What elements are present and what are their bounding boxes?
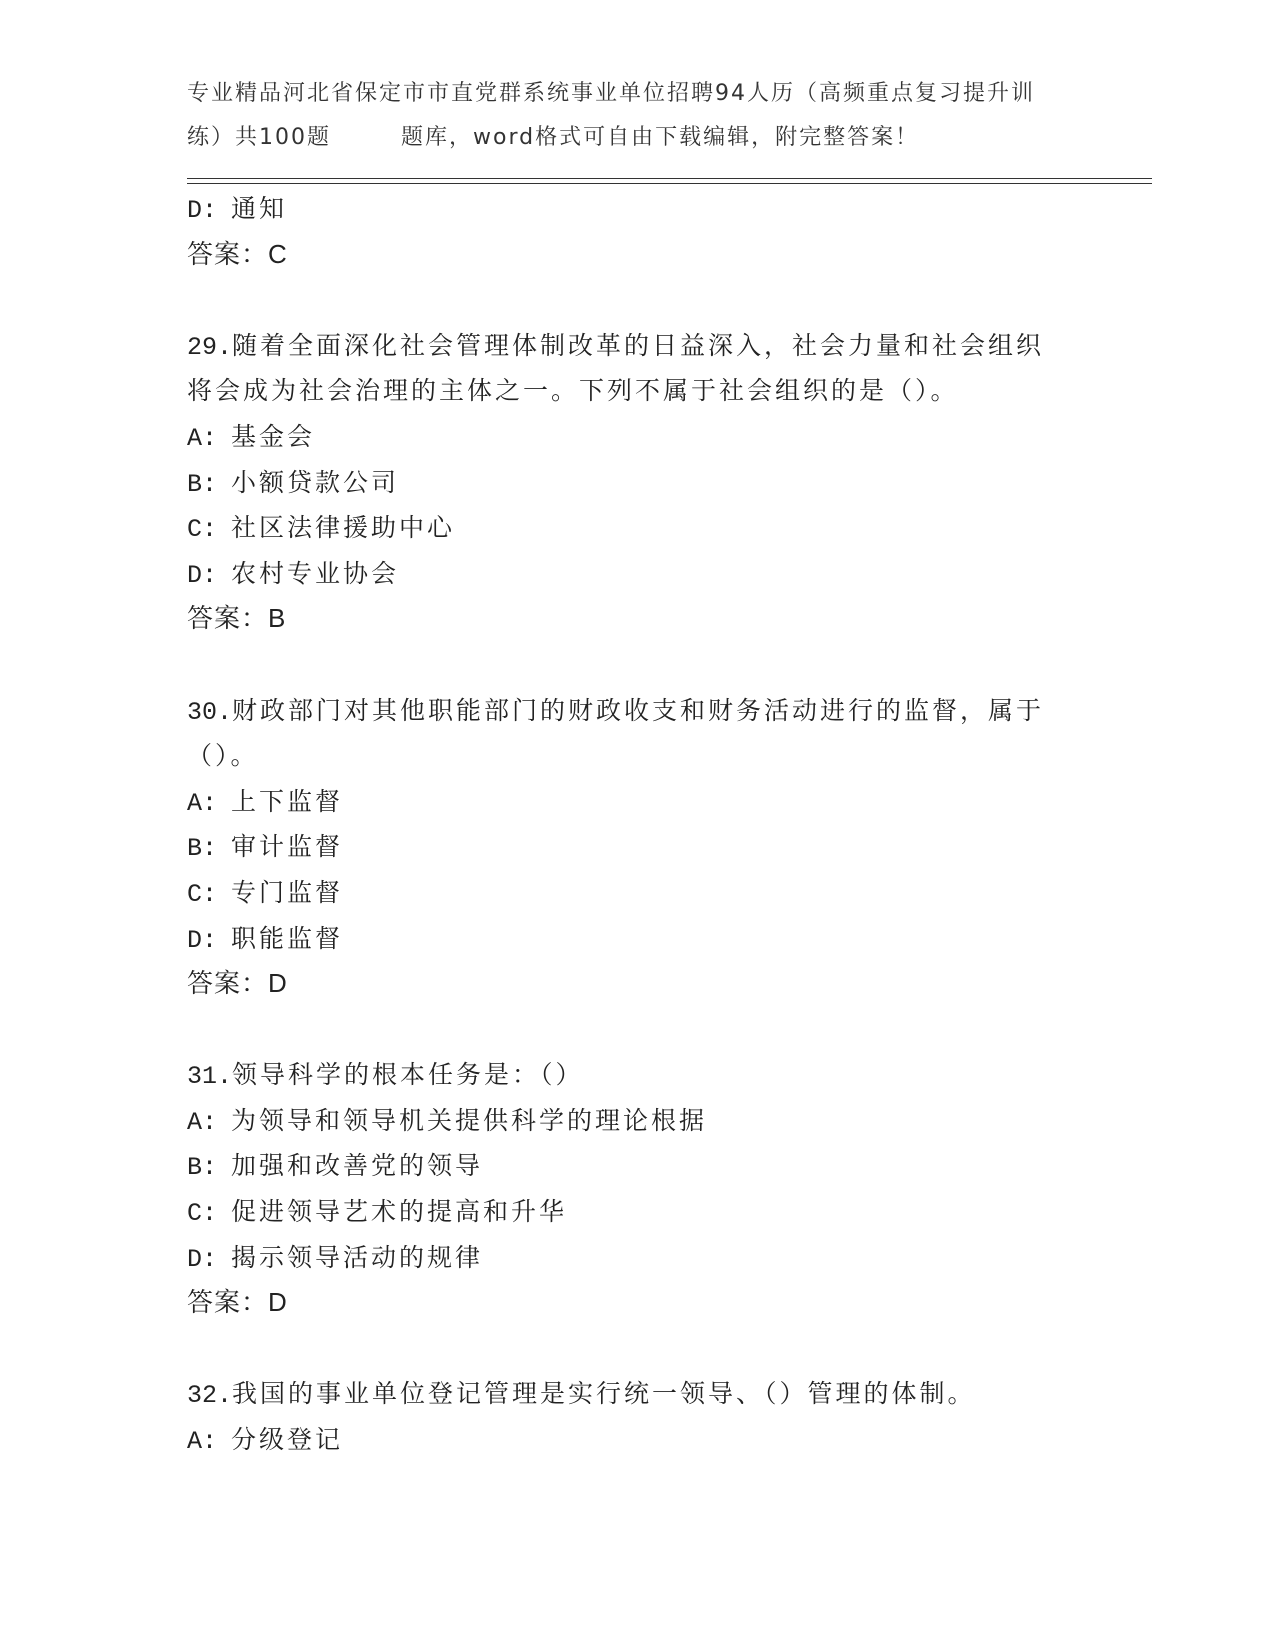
option-label: A: — [187, 788, 218, 818]
option-label: A: — [187, 1427, 218, 1457]
option-label: C: — [187, 515, 218, 545]
option-c — [187, 1189, 1087, 1235]
header-line-2 — [187, 116, 1087, 160]
option-label: C: — [187, 879, 218, 909]
question-list — [187, 186, 1087, 1463]
option-c — [187, 505, 1087, 551]
option-label: A: — [187, 1107, 218, 1137]
option-b — [187, 824, 1087, 870]
question-stem-line — [187, 688, 1087, 734]
option-text: 小额贷款公司 — [231, 467, 400, 497]
answer-line: 答案：C — [187, 238, 288, 269]
option-d — [187, 186, 1087, 232]
header-description-text: 题库，word格式可自由下载编辑，附完整答案！ — [401, 125, 920, 150]
header-divider-bottom — [187, 183, 1152, 184]
option-label: B: — [187, 834, 218, 864]
answer-line: 答案：D — [187, 968, 288, 999]
option-text: 促进领导艺术的提高和升华 — [231, 1197, 568, 1227]
option-text: 基金会 — [231, 421, 316, 451]
option-label: D: — [187, 925, 218, 955]
option-text: 审计监督 — [231, 832, 344, 862]
question-block — [187, 323, 1087, 642]
option-text: 揭示领导活动的规律 — [231, 1242, 484, 1272]
question-stem-line: （）。 — [187, 741, 259, 771]
option-text: 上下监督 — [231, 786, 344, 816]
option-d — [187, 916, 1087, 962]
option-text: 为领导和领导机关提供科学的理论根据 — [231, 1105, 708, 1135]
header-count-text: 练）共100题 — [187, 125, 331, 150]
option-a — [187, 414, 1087, 460]
question-stem-line: 将会成为社会治理的主体之一。下列不属于社会组织的是（）。 — [187, 376, 959, 406]
question-block — [187, 1052, 1087, 1326]
option-label: D: — [187, 560, 218, 590]
question-block — [187, 1371, 1087, 1462]
option-d — [187, 551, 1087, 597]
option-label: C: — [187, 1199, 218, 1229]
option-label: A: — [187, 423, 218, 453]
option-text: 加强和改善党的领导 — [231, 1151, 484, 1181]
answer-line: 答案：D — [187, 1287, 288, 1318]
question-stem-line — [187, 1052, 1087, 1098]
question-stem-text: 我国的事业单位登记管理是实行统一领导、（）管理的体制。 — [232, 1379, 976, 1409]
question-stem-line — [187, 1371, 1087, 1417]
question-stem-text: 财政部门对其他职能部门的财政收支和财务活动进行的监督，属于 — [232, 695, 1045, 725]
page-header — [187, 72, 1087, 160]
answer-line: 答案：B — [187, 603, 287, 634]
option-text: 农村专业协会 — [231, 558, 400, 588]
option-text: 分级登记 — [231, 1425, 344, 1455]
option-b — [187, 1143, 1087, 1189]
option-text: 专门监督 — [231, 877, 344, 907]
option-a — [187, 1417, 1087, 1463]
option-a — [187, 1098, 1087, 1144]
option-label: B: — [187, 1153, 218, 1183]
option-c — [187, 870, 1087, 916]
option-text: 通知 — [231, 194, 288, 223]
question-number: 31. — [187, 1062, 233, 1092]
header-line-1: 专业精品河北省保定市市直党群系统事业单位招聘94人历（高频重点复习提升训 — [187, 81, 1035, 106]
option-d — [187, 1235, 1087, 1281]
option-label: D: — [187, 1244, 218, 1274]
header-divider-top — [187, 178, 1152, 179]
question-stem-text: 随着全面深化社会管理体制改革的日益深入，社会力量和社会组织 — [232, 330, 1045, 360]
option-text: 社区法律援助中心 — [231, 513, 456, 543]
question-block — [187, 688, 1087, 1007]
option-label: D: — [187, 196, 218, 225]
option-b — [187, 460, 1087, 506]
option-text: 职能监督 — [231, 923, 344, 953]
option-a — [187, 779, 1087, 825]
question-stem-line — [187, 323, 1087, 369]
question-number: 32. — [187, 1381, 233, 1411]
question-number: 30. — [187, 697, 233, 727]
question-number: 29. — [187, 332, 233, 362]
option-label: B: — [187, 469, 218, 499]
question-stem-text: 领导科学的根本任务是：（） — [232, 1060, 584, 1090]
